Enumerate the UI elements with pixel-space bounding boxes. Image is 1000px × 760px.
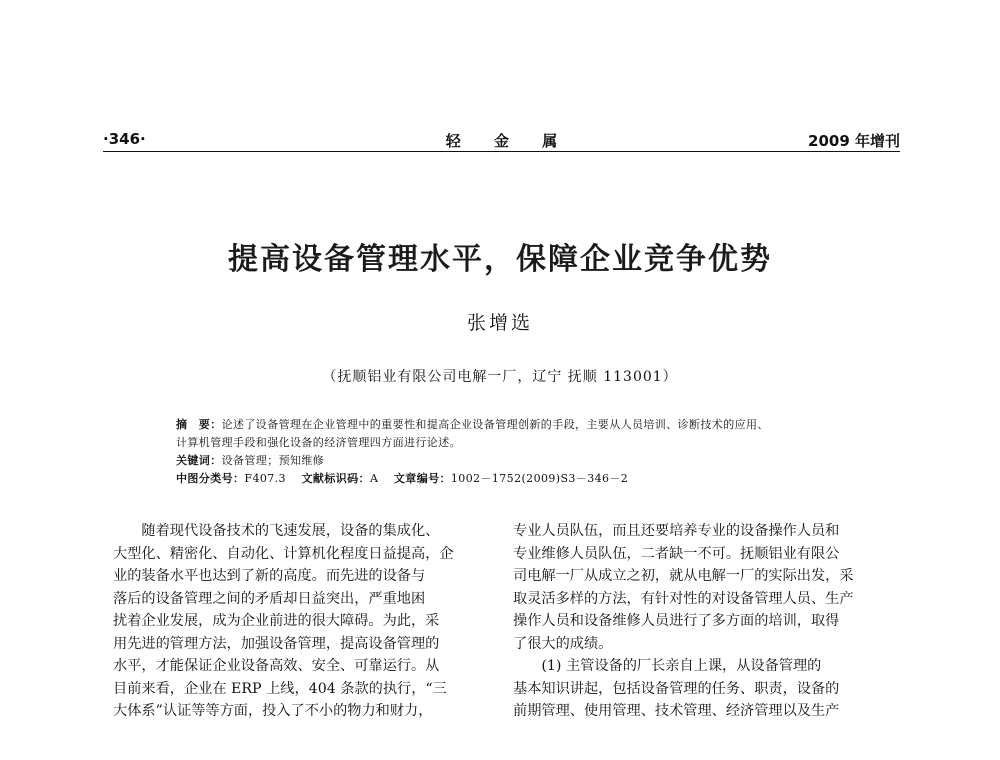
abstract-label: 摘 要：: [176, 418, 222, 431]
running-header: [103, 128, 900, 150]
body-column-right: [513, 520, 898, 723]
author-affiliation: （抚顺铝业有限公司电解一厂，辽宁 抚顺 113001）: [322, 369, 678, 385]
body-line: 取灵活多样的方法，有针对性的对设备管理人员、生产: [513, 590, 854, 607]
abstract-text-1: 论述了设备管理在企业管理中的重要性和提高企业设备管理创新的手段，主要从人员培训、诊断技术的应用、: [221, 418, 769, 431]
body-line: 操作人员和设备维修人员进行了多方面的培训，取得: [513, 613, 840, 629]
paper-title: 提高设备管理水平，保障企业竞争优势: [228, 242, 772, 277]
keywords-text: 设备管理；预知维修: [221, 454, 325, 467]
body-line: 专业人员队伍，而且还要培养专业的设备操作人员和: [513, 523, 840, 539]
body-line: 扰着企业发展，成为企业前进的很大障碍。为此，采: [113, 613, 440, 629]
body-line: 目前来看，企业在 ERP 上线，404 条款的执行，“三: [113, 680, 447, 697]
body-column-left: [113, 520, 498, 723]
body-line: 前期管理、使用管理、技术管理、经济管理以及生产: [513, 703, 840, 719]
article-id-label: 文章编号：: [393, 472, 451, 485]
author-name: 张增选: [466, 312, 533, 334]
body-line: 基本知识讲起，包括设备管理的任务、职责，设备的: [513, 680, 840, 697]
page-number: ·346·: [103, 130, 146, 148]
body-line: 随着现代设备技术的飞速发展，设备的集成化、: [113, 523, 440, 539]
header-rule: [103, 151, 900, 152]
clc-label: 中图分类号：: [176, 472, 245, 485]
issue-label: 2009 年增刊: [808, 132, 900, 150]
body-line: 了很大的成绩。: [513, 635, 613, 652]
body-line: 用先进的管理方法，加强设备管理，提高设备管理的: [113, 635, 440, 652]
body-line: 水平，才能保证企业设备高效、安全、可靠运行。从: [113, 658, 440, 674]
body-line: 司电解一厂从成立之初，就从电解一厂的实际出发，采: [513, 568, 854, 584]
body-line: (1) 主管设备的厂长亲自上课，从设备管理的: [513, 658, 822, 674]
body-line: 落后的设备管理之间的矛盾却日益突出，严重地困: [113, 590, 426, 607]
body-line: 专业维修人员队伍，二者缺一不可。抚顺铝业有限公: [513, 545, 840, 562]
abstract-line-2: [176, 436, 876, 450]
article-id-value: 1002－1752(2009)S3－346－2: [450, 472, 629, 485]
abstract-text-2: 计算机管理手段和强化设备的经济管理四方面进行论述。: [176, 436, 461, 449]
body-line: 业的装备水平也达到了新的高度。而先进的设备与: [113, 568, 426, 584]
keywords-line: [176, 454, 876, 468]
classification-line: [176, 472, 876, 486]
keywords-label: 关键词：: [176, 454, 222, 467]
doc-code-value: A: [369, 472, 379, 485]
abstract-line-1: [176, 418, 876, 432]
journal-name: 轻 金 属: [445, 132, 572, 150]
doc-code-label: 文献标识码：: [301, 472, 370, 485]
body-line: 大体系”认证等等方面，投入了不小的物力和财力，: [113, 703, 433, 719]
clc-value: F407.3: [244, 472, 286, 485]
body-line: 大型化、精密化、自动化、计算机化程度日益提高，企: [113, 545, 454, 562]
